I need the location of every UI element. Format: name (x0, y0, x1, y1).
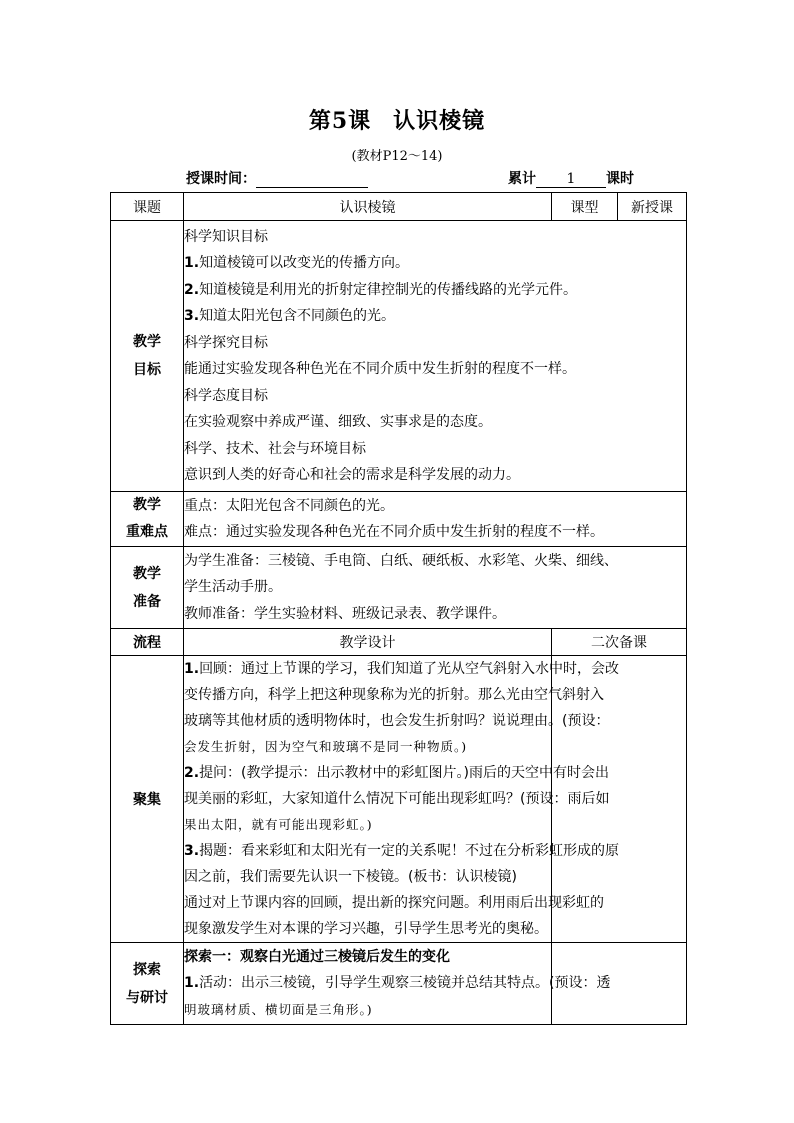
explore-content (184, 943, 611, 1025)
period-count-unit: 课时 (606, 171, 634, 187)
prep-label: 教学 准备 (111, 547, 184, 629)
objective-line: 科学、技术、社会与环境目标 (184, 440, 366, 457)
focus-preset: 果出太阳，就有可能出现彩虹。) (184, 817, 373, 832)
key-point: 重点：太阳光包含不同颜色的光。 (184, 497, 394, 514)
teaching-time-blank (256, 171, 368, 188)
explore-label: 探索 与研讨 (111, 943, 184, 1025)
focus-line: 2.提问：(教学提示：出示教材中的彩虹图片。)雨后的天空中有时会出 (184, 765, 609, 781)
lesson-name: 认识棱镜 (393, 108, 486, 134)
flow-label: 流程 (111, 629, 184, 656)
focus-line: 3.揭题：看来彩虹和太阳光有一定的关系呢！不过在分析彩虹形成的原 (184, 843, 620, 859)
objective-line: 意识到人类的好奇心和社会的需求是科学发展的动力。 (184, 467, 520, 483)
lesson-title (0, 104, 794, 135)
objective-line: 2.知道棱镜是利用光的折射定律控制光的传播线路的光学元件。 (184, 281, 578, 298)
period-count (508, 168, 634, 188)
objectives-content (184, 221, 687, 492)
hard-point: 难点：通过实验发现各种色光在不同介质中发生折射的程度不一样。 (184, 524, 604, 540)
difficulty-label: 教学 重难点 (111, 492, 184, 547)
objective-line: 科学探究目标 (184, 334, 268, 351)
flow-header-row (111, 629, 687, 656)
focus-line: 因之前，我们需要先认识一下棱镜。(板书：认识棱镜) (184, 869, 517, 885)
focus-line: 变传播方向，科学上把这种现象称为光的折射。那么光由空气斜射入 (184, 687, 604, 703)
focus-line: 通过对上节课内容的回顾，提出新的探究问题。利用雨后出现彩虹的 (184, 895, 604, 911)
focus-line: 现象激发学生对本课的学习兴趣，引导学生思考光的奥秘。 (184, 921, 548, 937)
explore-heading: 探索一：观察白光通过三棱镜后发生的变化 (184, 948, 450, 965)
objectives-row (111, 221, 687, 492)
prep-content (184, 547, 687, 629)
objective-line: 3.知道太阳光包含不同颜色的光。 (184, 308, 396, 324)
teaching-time-label: 授课时间： (186, 171, 256, 187)
focus-line: 玻璃等其他材质的透明物体时，也会发生折射吗？说说理由。(预设： (184, 713, 610, 729)
type-value: 新授课 (618, 193, 687, 221)
objectives-label: 教学 目标 (111, 221, 184, 492)
focus-preset: 会发生折射，因为空气和玻璃不是同一种物质。) (184, 739, 468, 754)
explore-preset: 明玻璃材质、横切面是三角形。) (184, 1001, 373, 1017)
lesson-plan-table (110, 192, 687, 1025)
focus-content (184, 656, 620, 943)
period-count-value: 1 (536, 171, 606, 188)
objective-line: 1.知道棱镜可以改变光的传播方向。 (184, 255, 410, 271)
topic-row (111, 193, 687, 221)
objective-line: 能通过实验发现各种色光在不同介质中发生折射的程度不一样。 (184, 361, 576, 377)
teaching-time (186, 168, 368, 188)
difficulty-content (184, 492, 687, 547)
student-prep: 为学生准备：三棱镜、手电筒、白纸、硬纸板、水彩笔、火柴、细线、 (184, 552, 618, 569)
topic-label: 课题 (111, 193, 184, 221)
prep-row (111, 547, 687, 629)
design-label: 教学设计 (184, 629, 552, 656)
difficulty-row (111, 492, 687, 547)
topic-value: 认识棱镜 (184, 193, 552, 221)
explore-row (111, 943, 687, 1025)
second-prep-label: 二次备课 (552, 629, 687, 656)
explore-line: 1.活动：出示三棱镜，引导学生观察三棱镜并总结其特点。(预设：透 (184, 975, 611, 992)
period-count-label: 累计 (508, 171, 536, 187)
student-prep-cont: 学生活动手册。 (184, 579, 282, 596)
objective-line: 在实验观察中养成严谨、细致、实事求是的态度。 (184, 414, 492, 430)
objective-line: 科学知识目标 (184, 228, 268, 245)
focus-line: 1.回顾：通过上节课的学习，我们知道了光从空气斜射入水中时，会改 (184, 661, 620, 677)
focus-row (111, 656, 687, 943)
lesson-number: 第5课 (308, 108, 372, 134)
focus-label: 聚集 (111, 656, 184, 943)
type-label: 课型 (552, 193, 618, 221)
teacher-prep: 教师准备：学生实验材料、班级记录表、教学课件。 (184, 605, 506, 622)
textbook-pages: (教材P12～14) (351, 149, 443, 164)
focus-line: 现美丽的彩虹，大家知道什么情况下可能出现彩虹吗？(预设：雨后如 (184, 791, 610, 807)
objective-line: 科学态度目标 (184, 387, 268, 404)
